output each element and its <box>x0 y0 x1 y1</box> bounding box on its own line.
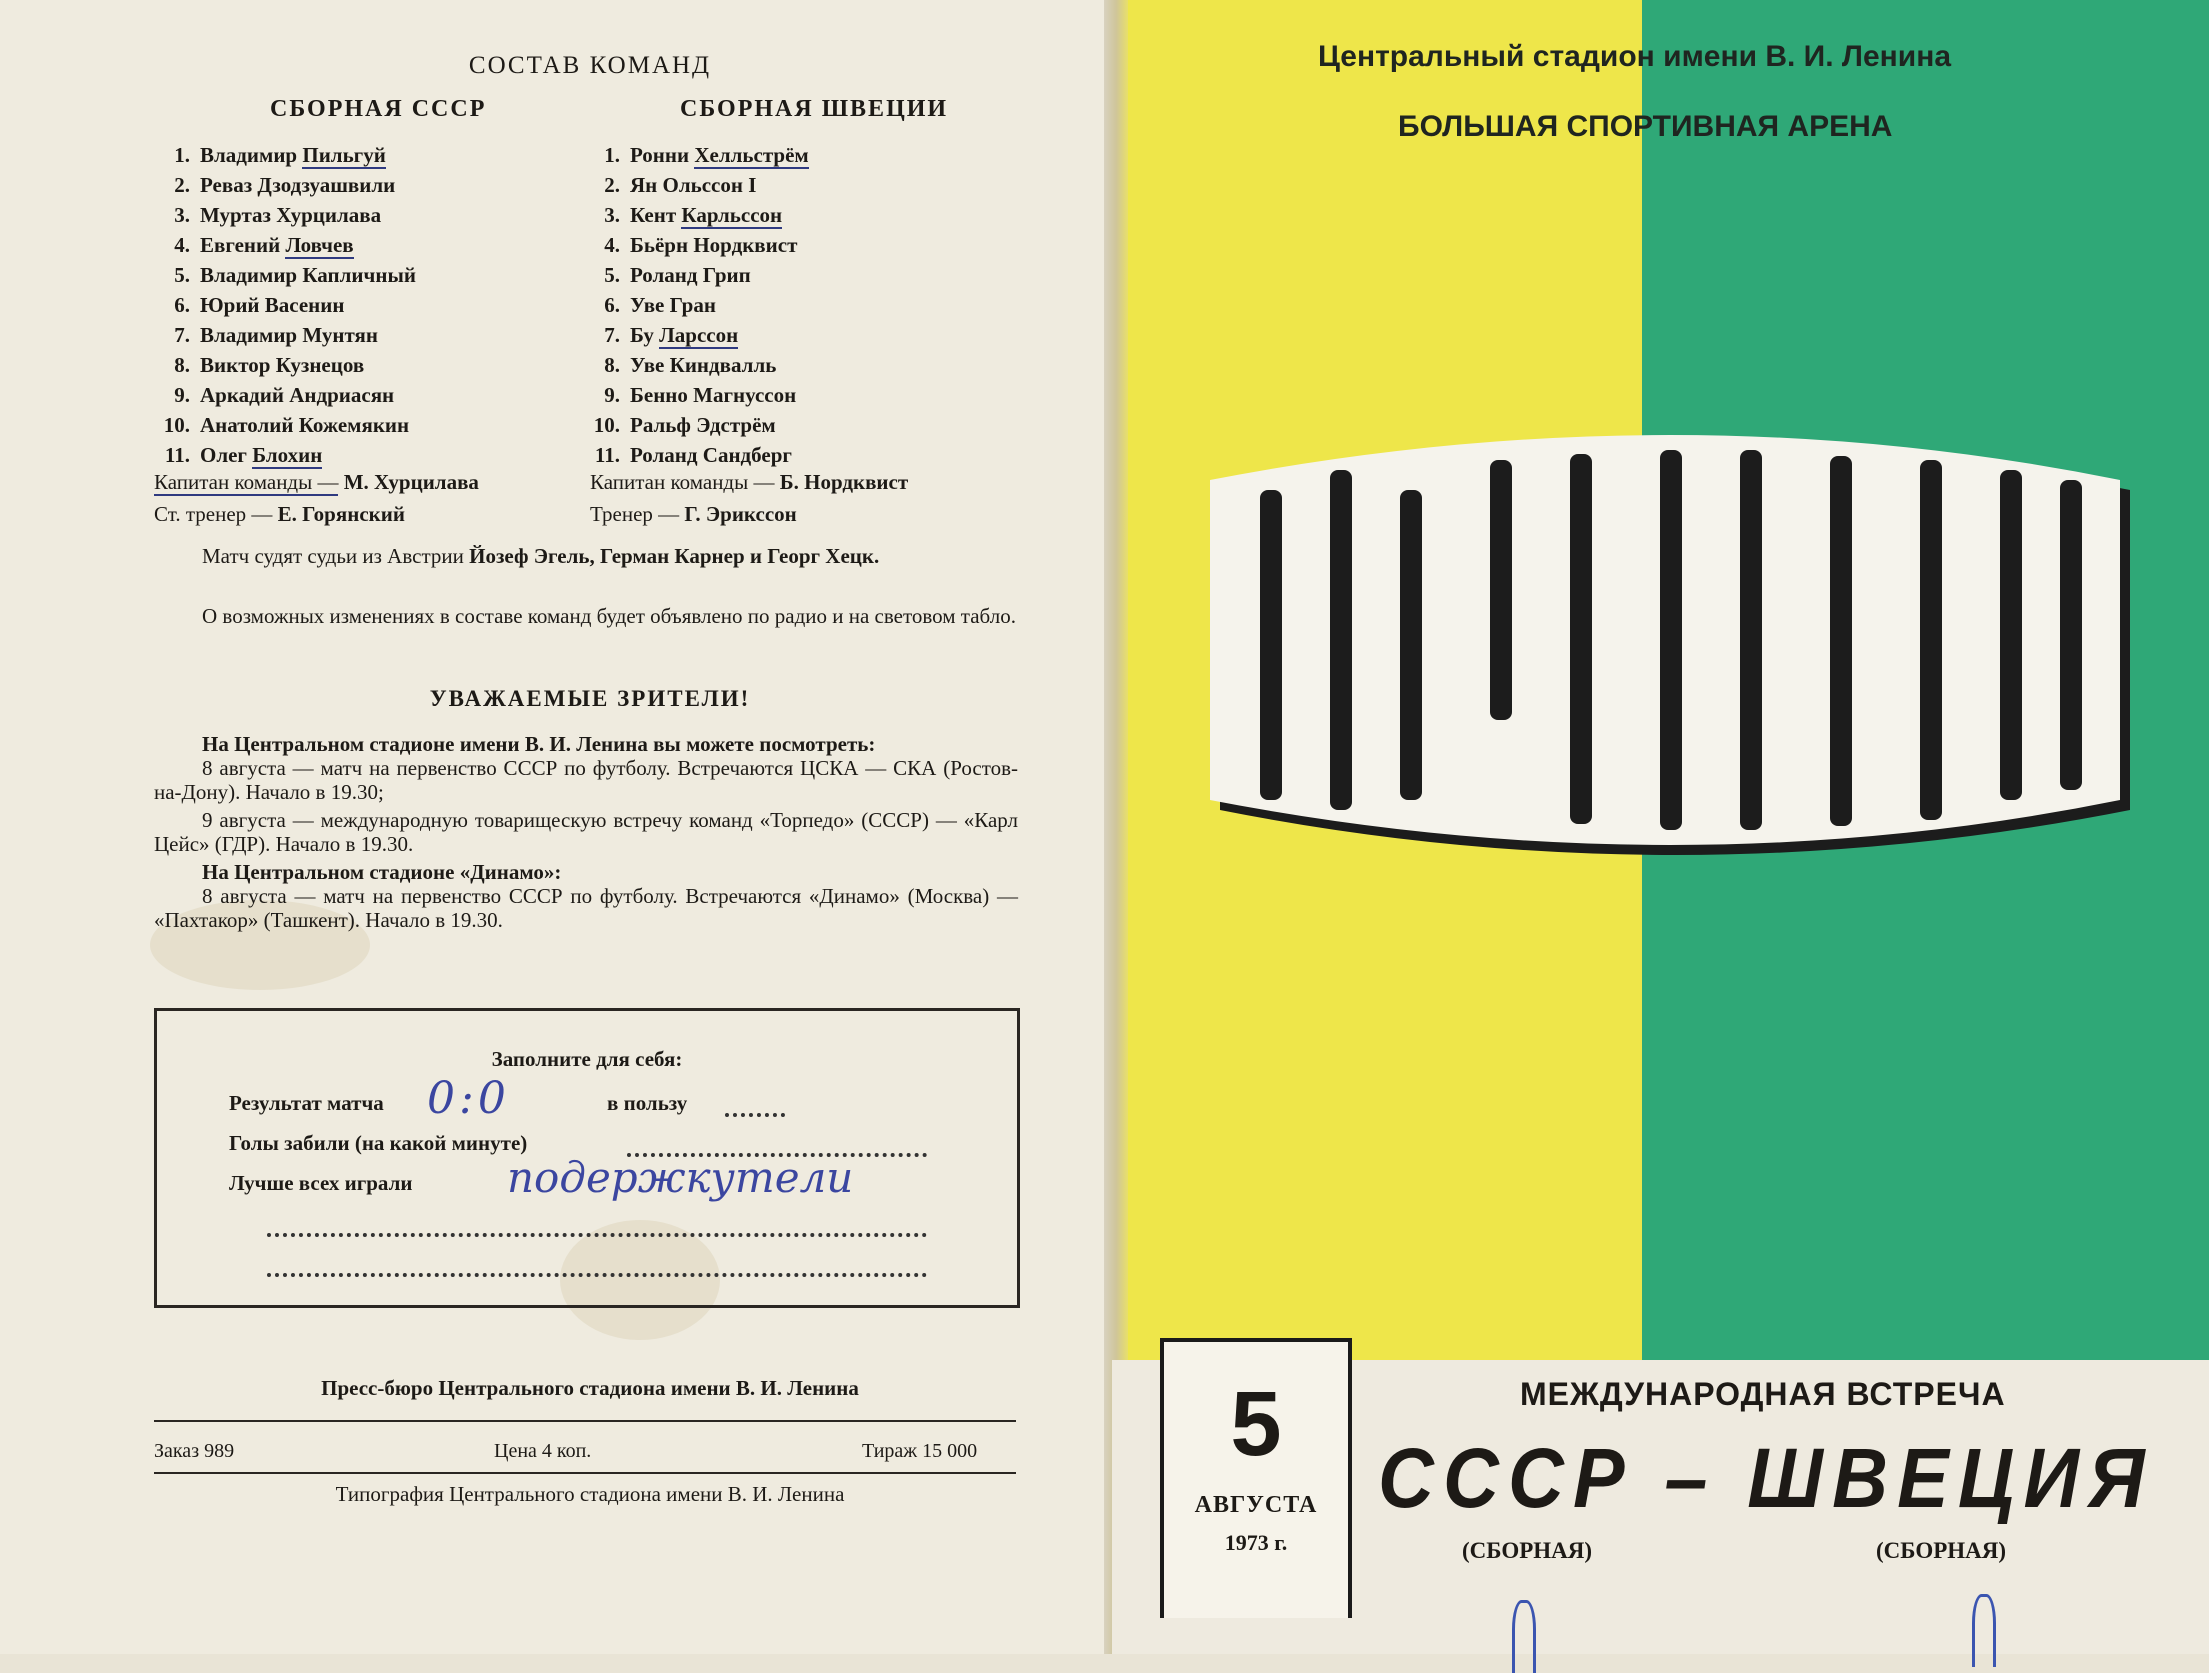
team2-list <box>580 140 809 470</box>
match-title: СССР – ШВЕЦИЯ <box>1378 1431 2154 1525</box>
footer-rule <box>154 1472 1016 1474</box>
dotted-line <box>267 1233 927 1237</box>
team2-captain: Капитан команды — Б. Нордквист <box>590 470 909 494</box>
dotted-line <box>725 1113 785 1117</box>
team1-player: 7. Владимир Мунтян <box>174 323 379 347</box>
footer-rule <box>154 1420 1016 1422</box>
result-label: Результат матча <box>229 1091 384 1115</box>
date-box <box>1160 1338 1352 1618</box>
team2-player: 3. Кент Карльссон <box>604 203 783 227</box>
lineup-title: СОСТАВ КОМАНД <box>468 52 712 79</box>
team1-player: 9. Аркадий Андриасян <box>174 383 395 407</box>
team2-title: СБОРНАЯ ШВЕЦИИ <box>680 96 949 122</box>
team1-player: 2. Реваз Дзодзуашвили <box>174 173 396 197</box>
printing-house: Типография Центрального стадиона имени В. И. Ленина <box>335 1482 845 1506</box>
event-1: 8 августа — матч на первенство СССР по футболу. Встречаются ЦСКА — СКА (Ростов-на-Дону). Начало в 19.30; <box>154 756 1018 804</box>
team1-title: СБОРНАЯ СССР <box>270 96 487 122</box>
team2-player: 5. Роланд Грип <box>604 263 751 287</box>
team2-player: 9. Бенно Магнуссон <box>604 383 797 407</box>
date-year: 1973 г. <box>1224 1530 1288 1555</box>
team1-player: 6. Юрий Васенин <box>174 293 345 317</box>
result-handwritten[interactable]: 0:0 <box>427 1073 510 1124</box>
dotted-line <box>267 1273 927 1277</box>
team1-player: 8. Виктор Кузнецов <box>174 353 365 377</box>
futbol-logo <box>1200 420 2150 880</box>
central-heading: На Центральном стадионе имени В. И. Ленина вы можете посмотреть: <box>202 732 876 756</box>
team1-coach: Ст. тренер — Е. Горянский <box>154 502 405 526</box>
event-type: МЕЖДУНАРОДНАЯ ВСТРЕЧА <box>1520 1376 2006 1412</box>
team2-player: 7. Бу Ларссон <box>604 323 739 347</box>
team2-player: 1. Ронни Хелльстрём <box>604 143 809 167</box>
goals-label: Голы забили (на какой минуте) <box>229 1131 528 1155</box>
handwritten-mark <box>1972 1594 1996 1667</box>
team2-subtitle: (СБОРНАЯ) <box>1876 1538 2007 1563</box>
viewers-title: УВАЖАЕМЫЕ ЗРИТЕЛИ! <box>429 686 751 711</box>
order-number: Заказ 989 <box>154 1440 235 1462</box>
best-handwritten[interactable]: подержкутели <box>507 1153 854 1202</box>
best-label: Лучше всех играли <box>229 1171 413 1195</box>
team1-player: 1. Владимир Пильгуй <box>174 143 386 167</box>
team1-player: 5. Владимир Капличный <box>174 263 416 287</box>
arena-name: БОЛЬШАЯ СПОРТИВНАЯ АРЕНА <box>1398 110 1893 143</box>
price: Цена 4 коп. <box>494 1440 592 1462</box>
team2-player: 2. Ян Ольссон I <box>604 173 757 197</box>
team2-coach: Тренер — Г. Эрикссон <box>590 502 797 526</box>
event-2: 9 августа — международную товарищескую встречу команд «Торпедо» (СССР) — «Карл Цейс» (ГДР). Начало в 19.30. <box>154 808 1018 856</box>
date-day: 5 <box>1230 1373 1282 1475</box>
event-3: 8 августа — матч на первенство СССР по футболу. Встречаются «Динамо» (Москва) — «Пахтакор» (Ташкент). Начало в 19.30. <box>154 884 1018 932</box>
team2-player: 8. Уве Киндвалль <box>604 353 777 377</box>
futbol-logo-svg <box>1200 420 2150 880</box>
team1-subtitle: (СБОРНАЯ) <box>1462 1538 1593 1563</box>
referees-paragraph: Матч судят судьи из Австрии Йозеф Эгель, Герман Карнер и Георг Хецк. <box>202 544 880 568</box>
print-run: Тираж 15 000 <box>862 1440 978 1462</box>
changes-paragraph: О возможных изменениях в составе команд будет объявлено по радио и на световом табло. <box>202 604 1016 628</box>
date-month: АВГУСТА <box>1194 1492 1318 1518</box>
team1-player: 4. Евгений Ловчев <box>174 233 354 257</box>
handwritten-mark <box>1512 1600 1536 1673</box>
left-page <box>0 0 1112 1654</box>
team1-player: 11. Олег Блохин <box>164 443 323 467</box>
fill-in-box <box>154 1008 1020 1308</box>
team1-player: 3. Муртаз Хурцилава <box>174 203 382 227</box>
stadium-name: Центральный стадион имени В. И. Ленина <box>1318 40 1952 73</box>
team1-list <box>150 140 416 470</box>
dynamo-heading: На Центральном стадионе «Динамо»: <box>202 860 562 884</box>
team2-player: 11. Роланд Сандберг <box>594 443 792 467</box>
in-favor-label: в пользу <box>607 1091 688 1115</box>
team2-player: 10. Ральф Эдстрём <box>593 413 776 437</box>
fill-box-title: Заполните для себя: <box>491 1047 683 1071</box>
team2-player: 4. Бьёрн Нордквист <box>604 233 798 257</box>
team1-captain: Капитан команды — М. Хурцилава <box>154 470 479 494</box>
team1-player: 10. Анатолий Кожемякин <box>163 413 410 437</box>
team2-player: 6. Уве Гран <box>604 293 716 317</box>
press-bureau: Пресс-бюро Центрального стадиона имени В. И. Ленина <box>321 1376 859 1400</box>
